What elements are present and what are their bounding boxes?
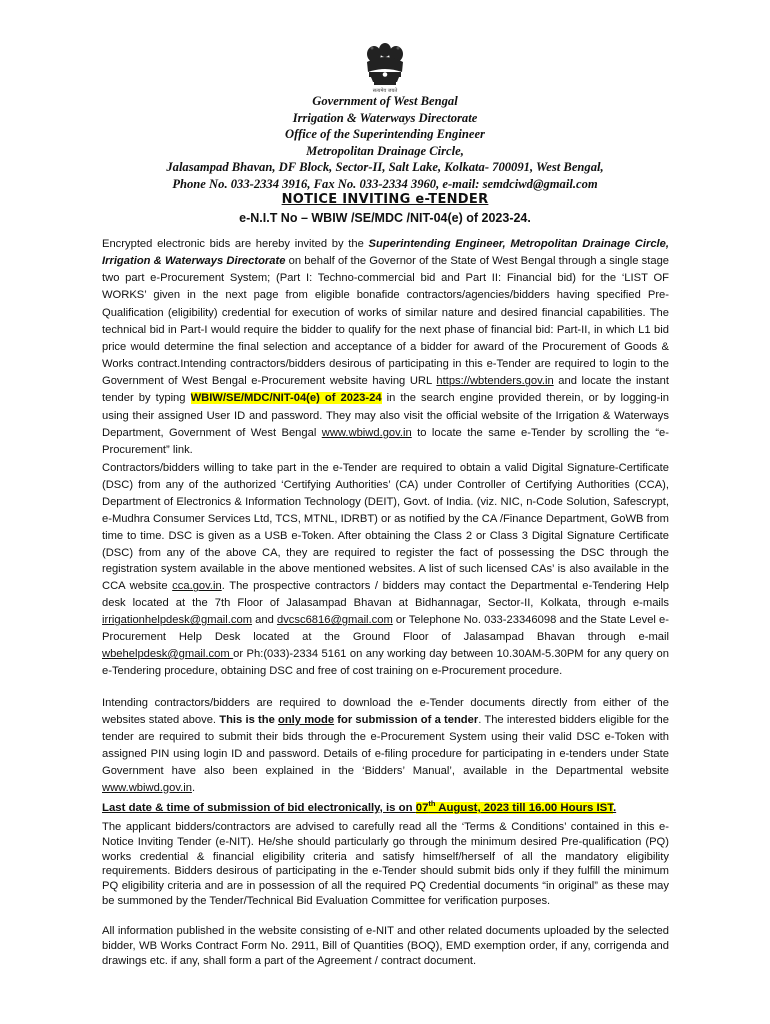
text: . The prospective contractors / bidders may contact the Departmental e-Tendering Help desk located at the 7th Floor of Jalasampad Bhavan at Bidhannagar, Sector-II, Kolkata, through e-mails — [102, 580, 669, 610]
text: Encrypted electronic bids are hereby invited by the — [102, 238, 369, 250]
only-mode-emphasis: only mode — [278, 713, 335, 726]
header-address: Jalasampad Bhavan, DF Block, Sector-II, Salt Lake, Kolkata- 700091, West Bengal, — [166, 160, 604, 174]
paragraph-invitation — [102, 236, 669, 459]
wbtenders-link[interactable]: https://wbtenders.gov.in — [436, 375, 554, 388]
text: for submission of a tender — [334, 713, 479, 726]
notice-title: NOTICE INVITING e-TENDER — [281, 192, 489, 207]
text: This is the — [219, 713, 279, 726]
nit-number: e-N.I.T No – WBIW /SE/MDC /NIT-04(e) of 2023-24. — [239, 211, 531, 225]
header-contact: Phone No. 033-2334 3916, Fax No. 033-2334 3960, e-mail: semdciwd@gmail.com — [172, 176, 598, 191]
header-circle: Metropolitan Drainage Circle, — [306, 143, 464, 158]
deadline-time: August, 2023 till 16.00 Hours IST — [435, 802, 613, 814]
header-government: Government of West Bengal — [312, 94, 458, 108]
issuing-authority: Superintending Engineer, Metropolitan Drainage Circle, Irrigation & Waterways Directorate — [102, 238, 669, 268]
text: or Telephone No. 033-23346098 and the State Level e-Procurement Help Desk located at the Ground Floor of Jalasampad Bhavan through e-mail — [102, 614, 669, 644]
text: and — [252, 614, 277, 627]
paragraph-download — [102, 695, 669, 796]
helpdesk-email-link[interactable]: irrigationhelpdesk@gmail.com — [102, 614, 253, 627]
text: Contractors/bidders willing to take part in the e-Tender are required to obtain a valid Digital Signature-Certificate (DSC) from any of the authorized ‘Certifying Authorities’ (CA) under Controller of Certifying Authorities (CCA), Department of Electronics & Information Technology (DEIT), Govt. of India. (viz. NIC, n-Code Solution, Safescrypt, e-Mudhra Consumer Services Ltd, TCS, MTNL, IDRBT) or as notified by the CA /Finance Department, GoWB from time to time. DSC is given as a USB e-Token. After obtaining the Class 2 or Class 3 Digital Signature Certificate (DSC) from any of the above CA, they are required to register the fact of possessing the DSC through the registration system available in the above mentioned websites. A list of such licensed CAs’ is also available in the CCA website — [102, 462, 669, 593]
text: Intending contractors/bidders are required to download the e-Tender documents directly from either of the websites stated above. — [102, 697, 669, 726]
ordinal: th — [428, 799, 436, 809]
text: . — [191, 781, 196, 794]
cca-link[interactable]: cca.gov.in — [172, 580, 222, 593]
header-office: Office of the Superintending Engineer — [285, 127, 485, 141]
wbehelpdesk-email-link[interactable]: wbehelpdesk@gmail.com — [102, 647, 234, 660]
text: Last date & time of submission of bid electronically, is on — [102, 802, 416, 814]
text: . — [612, 802, 617, 814]
wbiwd-link[interactable]: www.wbiwd.gov.in — [102, 781, 192, 794]
text: in the search engine provided therein, or by logging-in using their assigned User ID and password. They may also visit the official website of the Irrigation & Waterways Department, Government of West Bengal — [102, 392, 670, 439]
paragraph-terms: The applicant bidders/contractors are advised to carefully read all the ‘Terms & Conditions’ contained in this e-Notice Inviting Tender (e-NIT). He/she should particularly go through the minimum desired Pre-qualification (PQ) works credential & financial eligibility criteria and satisfy himself/herself of all the mandatory eligibility requirements. Bidders desirous of participating in the e-Tender should submit bids only if they fulfill the minimum PQ eligibility criteria and are in possession of all the required PQ Credential documents “in original” as these may be summoned by the Tender/Technical Bid Evaluation Committee for verification purposes. — [102, 821, 669, 907]
last-date-line — [102, 799, 669, 814]
tender-id-highlight: WBIW/SE/MDC/NIT-04(e) of 2023-24 — [190, 392, 382, 405]
state-emblem-icon — [352, 38, 418, 94]
wbiwd-link[interactable]: www.wbiwd.gov.in — [321, 426, 412, 439]
dvcsc-email-link[interactable]: dvcsc6816@gmail.com — [276, 614, 393, 627]
text: . The interested bidders eligible for the tender are required to submit their bids through the e-Procurement System using their valid DSC e-Token with assigned PIN using login ID and password. Details of e-filing procedure for participating in e-tenders under State Government have also been explained in the ‘Bidders’ Manual’, available in the Departmental website — [102, 713, 669, 777]
header-directorate: Irrigation & Waterways Directorate — [292, 110, 478, 125]
text: or Ph:(033)-2334 5161 on any working day between 10.30AM-5.30PM for any query on e-Tendering procedure, obtaining DSC and free of cost training on e-Procurement procedure. — [102, 647, 669, 677]
text: and locate the instant tender by typing — [102, 375, 669, 405]
paragraph-dsc — [102, 460, 669, 680]
text: to locate the same e-Tender by scrolling the “e-Procurement” link. — [102, 426, 669, 456]
deadline-day: 07 — [415, 802, 429, 814]
paragraph-agreement: All information published in the website consisting of e-NIT and other related documents uploaded by the selected bidder, WB Works Contract Form No. 2911, Bill of Quantities (BOQ), EMD exemption order, if any, corrigenda and drawings etc. if any, shall form a part of the Agreement / contract document. — [102, 925, 669, 968]
text: on behalf of the Governor of the State of West Bengal through a single stage two part e-Procurement System; (Part I: Techno-commercial bid and Part II: Financial bid) for the ‘LIST OF WORKS’ given in the next page from eligible bonafide contractors/agencies/bidders having specified Pre-Qualification (eligibility) credential for execution of works of similar nature and desired financial capabilities. The technical bid in Part-I would require the bidder to qualify for the next phase of financial bid: Part-II, in which L1 bid price would determine the final selection and acceptance of a bidder for award of the Procurement of Goods & Works contract.Intending contractors/bidders desirous of participating in this e-Tender are required to login to the Government of West Bengal e-Procurement website having URL — [102, 255, 670, 388]
emblem-motto: सत्यमेव जयते — [372, 88, 398, 94]
